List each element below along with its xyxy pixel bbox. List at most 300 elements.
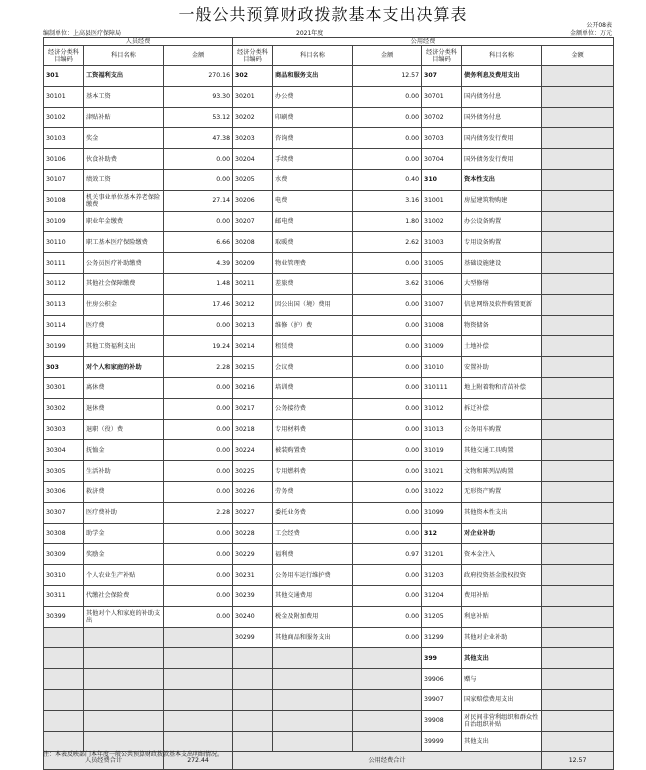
cell-amount (164, 710, 233, 731)
cell-code: 30218 (233, 419, 273, 440)
cell-amount (542, 710, 614, 731)
table-row (44, 481, 614, 502)
amount-unit: 金额单位：万元 (569, 30, 612, 37)
cell-code: 31009 (422, 336, 462, 357)
cell-amount: 0.00 (164, 169, 233, 190)
cell-amount: 17.46 (164, 294, 233, 315)
cell-amount (353, 669, 422, 690)
table-row (44, 648, 614, 669)
personnel-header: 人员经费 (44, 38, 233, 46)
cell-amount (353, 689, 422, 710)
cell-amount: 0.00 (353, 481, 422, 502)
cell-name (273, 689, 353, 710)
cell-name: 委托业务费 (273, 502, 353, 523)
cell-name: 医疗费 (84, 315, 164, 336)
cell-code: 31013 (422, 419, 462, 440)
cell-code: 30111 (44, 253, 84, 274)
cell-name: 个人农业生产补贴 (84, 565, 164, 586)
cell-name (84, 669, 164, 690)
cell-name: 国内债务发行费用 (462, 128, 542, 149)
cell-amount (542, 689, 614, 710)
cell-amount (542, 419, 614, 440)
table-row (44, 149, 614, 170)
cell-code (233, 669, 273, 690)
cell-code: 30226 (233, 481, 273, 502)
cell-name: 差旅费 (273, 273, 353, 294)
cell-amount (164, 627, 233, 648)
table-row (44, 273, 614, 294)
cell-code: 30208 (233, 232, 273, 253)
cell-code: 30114 (44, 315, 84, 336)
table-row (44, 357, 614, 378)
cell-amount: 2.28 (164, 357, 233, 378)
cell-code: 30112 (44, 273, 84, 294)
column-header: 科目名称 (462, 46, 542, 66)
cell-amount: 0.00 (353, 149, 422, 170)
cell-code: 31003 (422, 232, 462, 253)
table-row (44, 107, 614, 128)
cell-amount: 0.00 (164, 606, 233, 627)
cell-amount: 0.00 (353, 502, 422, 523)
cell-amount (542, 731, 614, 752)
cell-code: 30229 (233, 544, 273, 565)
cell-code: 30307 (44, 502, 84, 523)
cell-code: 31203 (422, 565, 462, 586)
column-header: 金额 (164, 46, 233, 66)
cell-amount: 0.00 (164, 523, 233, 544)
cell-name: 生活补助 (84, 461, 164, 482)
cell-name: 拆迁补偿 (462, 398, 542, 419)
cell-amount: 93.30 (164, 86, 233, 107)
cell-name (84, 710, 164, 731)
cell-code: 30308 (44, 523, 84, 544)
cell-amount: 0.00 (353, 419, 422, 440)
form-number: 公开08表 (586, 22, 612, 29)
cell-name: 抚恤金 (84, 440, 164, 461)
cell-amount: 0.00 (164, 440, 233, 461)
cell-name: 离休费 (84, 377, 164, 398)
cell-code: 30206 (233, 190, 273, 211)
cell-name: 会议费 (273, 357, 353, 378)
cell-code: 30704 (422, 149, 462, 170)
cell-code: 31006 (422, 273, 462, 294)
cell-code: 30302 (44, 398, 84, 419)
table-row (44, 398, 614, 419)
cell-name: 对民间非营利组织和群众性自治组织补贴 (462, 710, 542, 731)
personnel-total-value: 272.44 (164, 752, 233, 770)
cell-code: 39999 (422, 731, 462, 752)
cell-amount: 0.00 (353, 523, 422, 544)
cell-code (233, 689, 273, 710)
table-row (44, 294, 614, 315)
cell-name: 津贴补贴 (84, 107, 164, 128)
cell-name: 费用补贴 (462, 585, 542, 606)
table-row (44, 669, 614, 690)
cell-code: 31099 (422, 502, 462, 523)
cell-code: 31019 (422, 440, 462, 461)
table-row (44, 253, 614, 274)
table-row (44, 128, 614, 149)
cell-code: 31001 (422, 190, 462, 211)
cell-amount: 3.16 (353, 190, 422, 211)
cell-name: 其他工资福利支出 (84, 336, 164, 357)
cell-code: 30701 (422, 86, 462, 107)
column-header: 经济分类科目编码 (422, 46, 462, 66)
cell-amount: 0.00 (164, 585, 233, 606)
cell-name: 救济费 (84, 481, 164, 502)
cell-code: 30214 (233, 336, 273, 357)
cell-amount: 0.00 (164, 315, 233, 336)
cell-code: 30106 (44, 149, 84, 170)
cell-code: 39907 (422, 689, 462, 710)
public-total-label: 公用经费合计 (233, 752, 542, 770)
cell-amount (542, 669, 614, 690)
cell-amount (542, 211, 614, 232)
cell-amount (542, 169, 614, 190)
cell-code: 30209 (233, 253, 273, 274)
cell-name: 代缴社会保险费 (84, 585, 164, 606)
cell-code: 31008 (422, 315, 462, 336)
cell-amount: 0.00 (164, 211, 233, 232)
cell-amount (542, 149, 614, 170)
cell-amount (542, 585, 614, 606)
cell-code: 399 (422, 648, 462, 669)
cell-name: 利息补贴 (462, 606, 542, 627)
cell-amount: 12.57 (353, 66, 422, 87)
public-header: 公用经费 (233, 38, 614, 46)
cell-code: 31021 (422, 461, 462, 482)
cell-amount (542, 294, 614, 315)
cell-amount (542, 336, 614, 357)
cell-name: 其他交通费用 (273, 585, 353, 606)
page-title: 一般公共预算财政拨款基本支出决算表 (178, 5, 468, 24)
cell-name: 对个人和家庭的补助 (84, 357, 164, 378)
cell-amount: 0.00 (164, 398, 233, 419)
cell-code: 30702 (422, 107, 462, 128)
cell-code: 30204 (233, 149, 273, 170)
cell-name: 办公设备购置 (462, 211, 542, 232)
cell-code: 30310 (44, 565, 84, 586)
table-row (44, 377, 614, 398)
cell-code: 31201 (422, 544, 462, 565)
cell-code: 30309 (44, 544, 84, 565)
column-header: 金额 (542, 46, 614, 66)
cell-name (273, 710, 353, 731)
cell-name: 基础设施建设 (462, 253, 542, 274)
cell-code (44, 710, 84, 731)
cell-amount (353, 731, 422, 752)
cell-amount (542, 315, 614, 336)
cell-name: 物业管理费 (273, 253, 353, 274)
cell-amount (542, 523, 614, 544)
cell-name: 手续费 (273, 149, 353, 170)
cell-name: 地上附着物和青苗补偿 (462, 377, 542, 398)
cell-code (44, 627, 84, 648)
cell-amount (542, 190, 614, 211)
cell-code: 31204 (422, 585, 462, 606)
cell-amount: 4.39 (164, 253, 233, 274)
cell-code: 30305 (44, 461, 84, 482)
cell-code: 30103 (44, 128, 84, 149)
cell-code: 30216 (233, 377, 273, 398)
cell-amount: 0.00 (164, 544, 233, 565)
cell-name: 公务员医疗补助缴费 (84, 253, 164, 274)
table-row (44, 419, 614, 440)
cell-name: 其他支出 (462, 731, 542, 752)
cell-name: 助学金 (84, 523, 164, 544)
cell-code: 303 (44, 357, 84, 378)
cell-code: 30240 (233, 606, 273, 627)
cell-name: 专用材料费 (273, 419, 353, 440)
cell-amount (353, 710, 422, 731)
cell-amount (542, 107, 614, 128)
cell-code: 30306 (44, 481, 84, 502)
cell-amount: 0.00 (353, 440, 422, 461)
cell-name: 公务用车购置 (462, 419, 542, 440)
cell-code: 30399 (44, 606, 84, 627)
table-row (44, 315, 614, 336)
cell-amount (542, 398, 614, 419)
cell-name: 国外债务付息 (462, 107, 542, 128)
cell-name: 税金及附加费用 (273, 606, 353, 627)
cell-name: 国家赔偿费用支出 (462, 689, 542, 710)
table-row (44, 565, 614, 586)
table-row (44, 66, 614, 87)
cell-amount (164, 669, 233, 690)
cell-name: 资本性支出 (462, 169, 542, 190)
cell-code: 307 (422, 66, 462, 87)
cell-amount (542, 273, 614, 294)
cell-name (273, 648, 353, 669)
reporting-unit: 编制单位：上高县医疗保障局 (43, 30, 122, 37)
cell-name: 邮电费 (273, 211, 353, 232)
cell-amount (542, 606, 614, 627)
cell-name: 住房公积金 (84, 294, 164, 315)
cell-name: 资本金注入 (462, 544, 542, 565)
cell-amount (542, 232, 614, 253)
cell-name: 其他商品和服务支出 (273, 627, 353, 648)
cell-amount: 0.40 (353, 169, 422, 190)
cell-code: 30205 (233, 169, 273, 190)
cell-code: 31005 (422, 253, 462, 274)
cell-code: 30109 (44, 211, 84, 232)
cell-code: 31010 (422, 357, 462, 378)
cell-amount: 0.00 (353, 86, 422, 107)
cell-amount: 0.00 (353, 294, 422, 315)
cell-code: 31007 (422, 294, 462, 315)
cell-name: 维修（护）费 (273, 315, 353, 336)
cell-amount: 0.00 (353, 253, 422, 274)
cell-name (84, 627, 164, 648)
cell-code: 30110 (44, 232, 84, 253)
cell-code: 30225 (233, 461, 273, 482)
cell-code: 30301 (44, 377, 84, 398)
cell-name: 安置补助 (462, 357, 542, 378)
cell-code: 31012 (422, 398, 462, 419)
cell-amount: 2.28 (164, 502, 233, 523)
cell-name: 培训费 (273, 377, 353, 398)
cell-name: 因公出国（境）费用 (273, 294, 353, 315)
cell-name: 劳务费 (273, 481, 353, 502)
cell-name: 其他社会保障缴费 (84, 273, 164, 294)
cell-code: 30228 (233, 523, 273, 544)
cell-code: 30113 (44, 294, 84, 315)
cell-amount (542, 128, 614, 149)
cell-amount: 27.14 (164, 190, 233, 211)
cell-code (233, 648, 273, 669)
table-row (44, 440, 614, 461)
cell-name: 工资福利支出 (84, 66, 164, 87)
cell-amount: 0.00 (353, 606, 422, 627)
cell-code (44, 669, 84, 690)
cell-amount: 0.00 (164, 461, 233, 482)
cell-code: 30299 (233, 627, 273, 648)
table-note: 注：本表反映部门本年度一般公共预算财政拨款基本支出明细情况。 (43, 751, 224, 758)
cell-amount: 0.00 (353, 565, 422, 586)
column-header: 经济分类科目编码 (44, 46, 84, 66)
cell-amount: 270.16 (164, 66, 233, 87)
cell-code: 30215 (233, 357, 273, 378)
cell-amount: 0.00 (353, 461, 422, 482)
table-row (44, 606, 614, 627)
cell-amount: 0.00 (353, 107, 422, 128)
table-row (44, 689, 614, 710)
cell-amount: 0.00 (353, 128, 422, 149)
table-row (44, 585, 614, 606)
cell-name: 职业年金缴费 (84, 211, 164, 232)
cell-name: 政府投资基金股权投资 (462, 565, 542, 586)
cell-name: 无形资产购置 (462, 481, 542, 502)
cell-code: 30101 (44, 86, 84, 107)
table-row (44, 544, 614, 565)
cell-code: 30304 (44, 440, 84, 461)
cell-name: 机关事业单位基本养老保险缴费 (84, 190, 164, 211)
cell-amount (542, 627, 614, 648)
cell-name: 大型修缮 (462, 273, 542, 294)
cell-amount (542, 357, 614, 378)
cell-code: 30108 (44, 190, 84, 211)
cell-amount: 0.00 (164, 481, 233, 502)
cell-name: 奖励金 (84, 544, 164, 565)
cell-name: 对企业补助 (462, 523, 542, 544)
cell-code: 31299 (422, 627, 462, 648)
cell-amount: 1.80 (353, 211, 422, 232)
cell-code: 312 (422, 523, 462, 544)
cell-name: 其他对企业补助 (462, 627, 542, 648)
cell-code: 30213 (233, 315, 273, 336)
cell-name: 退休费 (84, 398, 164, 419)
cell-code: 30239 (233, 585, 273, 606)
cell-name: 租赁费 (273, 336, 353, 357)
cell-code: 301 (44, 66, 84, 87)
cell-amount (353, 648, 422, 669)
cell-name: 其他对个人和家庭的补助支出 (84, 606, 164, 627)
cell-code (44, 689, 84, 710)
cell-code: 30211 (233, 273, 273, 294)
cell-code: 30201 (233, 86, 273, 107)
cell-amount (542, 502, 614, 523)
cell-name: 绩效工资 (84, 169, 164, 190)
cell-amount (542, 440, 614, 461)
cell-amount: 0.00 (353, 627, 422, 648)
cell-code (233, 731, 273, 752)
public-total-value: 12.57 (542, 752, 614, 770)
cell-code (44, 648, 84, 669)
cell-amount: 0.00 (164, 419, 233, 440)
cell-name: 奖金 (84, 128, 164, 149)
cell-name: 土地补偿 (462, 336, 542, 357)
cell-amount (542, 648, 614, 669)
table-row (44, 232, 614, 253)
cell-amount (164, 689, 233, 710)
cell-name: 商品和服务支出 (273, 66, 353, 87)
cell-amount: 19.24 (164, 336, 233, 357)
cell-amount: 0.00 (164, 149, 233, 170)
cell-name: 印刷费 (273, 107, 353, 128)
cell-name: 房屋建筑物购建 (462, 190, 542, 211)
cell-name: 退职（役）费 (84, 419, 164, 440)
cell-name: 电费 (273, 190, 353, 211)
column-header: 金额 (353, 46, 422, 66)
expenditure-table (43, 37, 614, 770)
table-row (44, 169, 614, 190)
column-header: 科目名称 (273, 46, 353, 66)
cell-amount (542, 481, 614, 502)
cell-name: 其他资本性支出 (462, 502, 542, 523)
cell-name: 办公费 (273, 86, 353, 107)
cell-amount (542, 544, 614, 565)
cell-name: 伙食补助费 (84, 149, 164, 170)
cell-name: 福利费 (273, 544, 353, 565)
cell-code: 30217 (233, 398, 273, 419)
table-row (44, 627, 614, 648)
cell-name: 职工基本医疗保险缴费 (84, 232, 164, 253)
cell-code: 30102 (44, 107, 84, 128)
cell-amount: 0.00 (353, 315, 422, 336)
cell-code: 30202 (233, 107, 273, 128)
cell-code: 30107 (44, 169, 84, 190)
table-row (44, 710, 614, 731)
cell-amount (542, 66, 614, 87)
cell-name: 国外债务发行费用 (462, 149, 542, 170)
personnel-total-label: 人员经费合计 (44, 752, 164, 770)
cell-name (84, 689, 164, 710)
table-row (44, 336, 614, 357)
cell-code: 30199 (44, 336, 84, 357)
cell-amount (542, 377, 614, 398)
cell-amount: 1.48 (164, 273, 233, 294)
cell-amount: 0.00 (353, 377, 422, 398)
table-row (44, 461, 614, 482)
cell-code: 310111 (422, 377, 462, 398)
cell-amount: 0.97 (353, 544, 422, 565)
cell-name (273, 731, 353, 752)
cell-code: 30212 (233, 294, 273, 315)
cell-code: 39906 (422, 669, 462, 690)
cell-code: 30207 (233, 211, 273, 232)
cell-name: 专用设备购置 (462, 232, 542, 253)
table-row (44, 190, 614, 211)
cell-name (273, 669, 353, 690)
cell-code (233, 710, 273, 731)
cell-amount: 2.62 (353, 232, 422, 253)
cell-code: 31205 (422, 606, 462, 627)
cell-amount: 0.00 (353, 585, 422, 606)
table-row (44, 502, 614, 523)
table-row (44, 523, 614, 544)
cell-name: 文物和陈列品购置 (462, 461, 542, 482)
cell-amount: 53.12 (164, 107, 233, 128)
